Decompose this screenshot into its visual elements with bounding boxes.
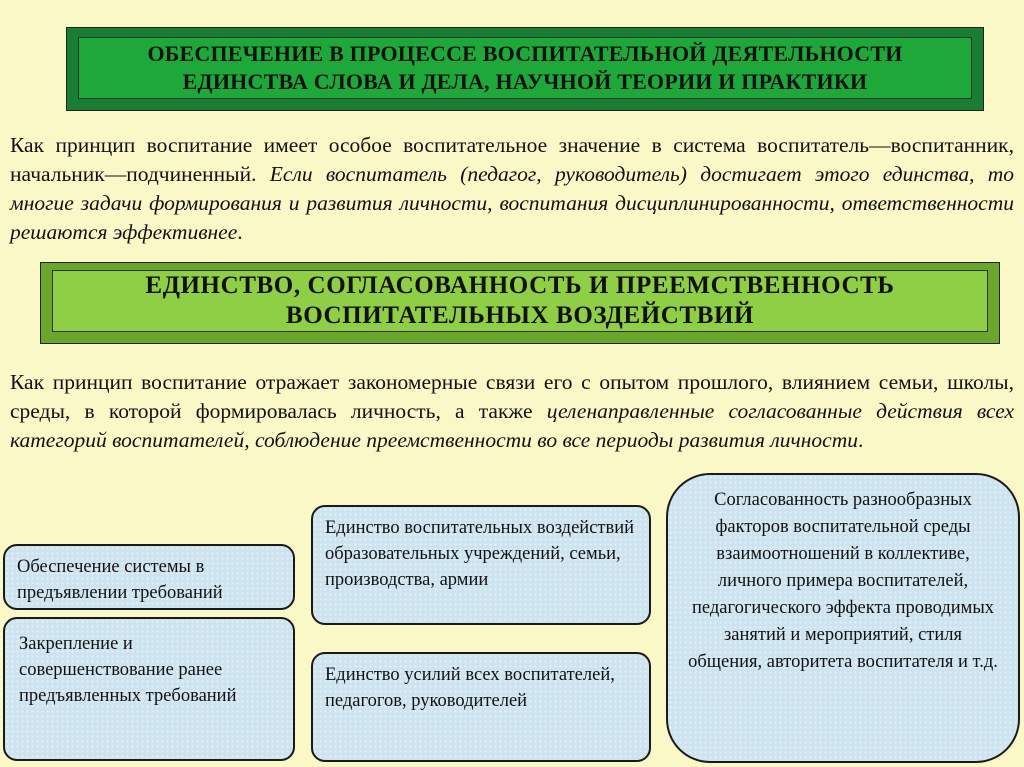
title-line-2: ЕДИНСТВА СЛОВА И ДЕЛА, НАУЧНОЙ ТЕОРИИ И ПРАКТИКИ: [182, 69, 868, 94]
unity-influences-box: Единство воспитательных воздействий образовательных учреждений, семьи, производства, армии: [311, 505, 651, 625]
paragraph-2-end: .: [857, 428, 864, 452]
requirements-box: Обеспечение системы в предъявлении требований: [3, 544, 295, 610]
principle-paragraph-1: [10, 131, 1014, 247]
title-banner: [66, 27, 984, 111]
paragraph-2-italic: целенаправленные согласованные действия всех категорий воспитателей, соблюдение преемственности во все периоды развития личности: [10, 399, 1014, 452]
section-line-1: ЕДИНСТВО, СОГЛАСОВАННОСТЬ И ПРЕЕМСТВЕННОСТЬ: [145, 272, 895, 299]
paragraph-2-plain: Как принцип воспитание отражает закономерные связи его с опытом прошлого, влиянием семьи, школы, среды, в которой формировалась личность, а также: [10, 370, 1014, 423]
title-line-1: ОБЕСПЕЧЕНИЕ В ПРОЦЕССЕ ВОСПИТАТЕЛЬНОЙ ДЕЯТЕЛЬНОСТИ: [147, 41, 903, 66]
consistency-box: Согласованность разнообразных факторов воспитательной среды взаимоотношений в коллективе, личного примера воспитателей, педагогического эффекта проводимых занятий и мероприятий, стиля общения, авторитета воспитателя и т.д.: [666, 473, 1020, 763]
section-line-2: ВОСПИТАТЕЛЬНЫХ ВОЗДЕЙСТВИЙ: [285, 302, 755, 329]
title-banner-text: [78, 37, 972, 99]
section-banner-text: [52, 270, 988, 332]
paragraph-1-italic: Если воспитатель (педагог, руководитель) достигает этого единства, то многие задачи формирования и развития личности, воспитания дисциплинированности, ответственности решаются эффективнее: [10, 162, 1014, 244]
consolidation-box: Закрепление и совершенствование ранее предъявленных требований: [3, 617, 295, 761]
principle-paragraph-2: [10, 368, 1014, 455]
paragraph-1-plain: Как принцип воспитание имеет особое воспитательное значение в система воспитатель—воспитанник, начальник—подчиненный.: [10, 133, 1014, 186]
section-banner: [40, 262, 1000, 344]
unity-efforts-box: Единство усилий всех воспитателей, педагогов, руководителей: [311, 652, 651, 762]
paragraph-1-end: .: [237, 220, 243, 244]
